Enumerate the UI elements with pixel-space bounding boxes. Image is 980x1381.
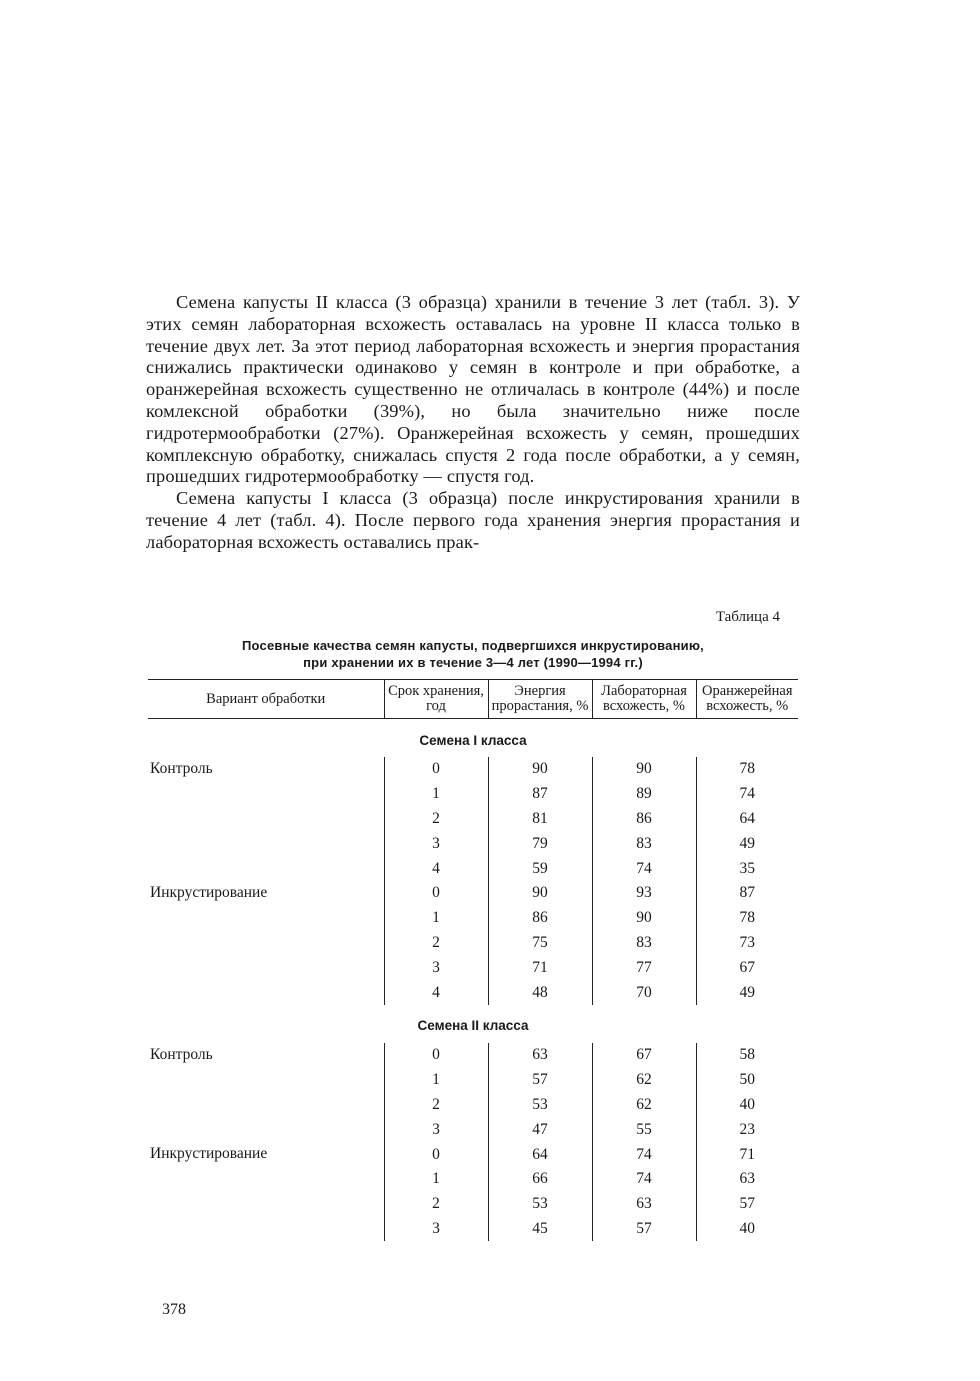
energy-cell: 59 [488,856,592,881]
greenhouse-cell: 57 [696,1192,798,1217]
lab-cell: 90 [592,906,696,931]
storage-cell: 1 [384,1167,488,1192]
energy-cell: 57 [488,1068,592,1093]
greenhouse-cell: 40 [696,1093,798,1118]
variant-cell: Контроль [150,1045,213,1063]
storage-cell: 1 [384,906,488,931]
lab-cell: 55 [592,1117,696,1142]
data-table [148,679,798,1241]
energy-cell: 45 [488,1217,592,1242]
storage-cell: 4 [384,856,488,881]
storage-cell: 3 [384,955,488,980]
lab-cell: 74 [592,856,696,881]
section-header-row [148,719,798,758]
header-lab: Лабораторная всхожесть, % [592,680,696,719]
greenhouse-cell: 58 [696,1043,798,1068]
table-label: Таблица 4 [715,609,780,625]
table-body [148,719,798,1242]
storage-cell: 2 [384,1192,488,1217]
storage-cell: 2 [384,931,488,956]
storage-cell: 0 [384,757,488,782]
greenhouse-cell: 40 [696,1217,798,1242]
lab-cell: 74 [592,1142,696,1167]
lab-cell: 89 [592,782,696,807]
lab-cell: 83 [592,931,696,956]
greenhouse-cell: 49 [696,831,798,856]
storage-cell: 0 [384,1043,488,1068]
storage-cell: 0 [384,1142,488,1167]
greenhouse-cell: 23 [696,1117,798,1142]
energy-cell: 90 [488,881,592,906]
energy-cell: 47 [488,1117,592,1142]
lab-cell: 62 [592,1093,696,1118]
section-title: Семена I класса [419,732,527,748]
variant-cell: Инкрустирование [150,1145,268,1163]
lab-cell: 83 [592,831,696,856]
header-storage: Срок хранения, год [384,680,488,719]
greenhouse-cell: 87 [696,881,798,906]
energy-cell: 79 [488,831,592,856]
section-title: Семена II класса [417,1018,529,1034]
greenhouse-cell: 67 [696,955,798,980]
table-row [148,1142,798,1167]
storage-cell: 1 [384,782,488,807]
table-caption-line-1: Посевные качества семян капусты, подвергшихся инкрустированию, [242,638,704,653]
energy-cell: 87 [488,782,592,807]
variant-cell: Инкрустирование [150,883,268,901]
storage-cell: 0 [384,881,488,906]
lab-cell: 90 [592,757,696,782]
greenhouse-cell: 78 [696,906,798,931]
table-header [148,680,798,719]
body-text [146,292,800,554]
table-row [148,757,798,782]
storage-cell: 1 [384,1068,488,1093]
energy-cell: 63 [488,1043,592,1068]
greenhouse-cell: 50 [696,1068,798,1093]
header-energy: Энергия прорастания, % [488,680,592,719]
energy-cell: 48 [488,980,592,1005]
lab-cell: 86 [592,807,696,832]
greenhouse-cell: 74 [696,782,798,807]
data-table-container [148,679,798,1241]
energy-cell: 66 [488,1167,592,1192]
energy-cell: 90 [488,757,592,782]
paragraph-1: Семена капусты II класса (3 образца) хранили в течение 3 лет (табл. 3). У этих семян лабораторная всхожесть оставалась на уровне II класса только в течение двух лет. За этот период лабораторная всхожесть и энергия прорастания снижались практически одинаково у семян в контроле и при обработке, а оранжерейная всхожесть существенно не отличалась в контроле (44%) и после комлексной обработки (39%), но была значительно ниже после гидротермообработки (27%). Оранжерейная всхожесть у семян, прошедших комплексную обработку, снижалась спустя 2 года после обработки, а у семян, прошедших гидротермообработку — спустя год. [146,292,800,487]
page-number: 378 [162,1301,186,1318]
section-header-row [148,1005,798,1043]
greenhouse-cell: 35 [696,856,798,881]
energy-cell: 71 [488,955,592,980]
energy-cell: 64 [488,1142,592,1167]
table-caption-line-2: при хранении их в течение 3—4 лет (1990—1994 гг.) [303,655,643,670]
storage-cell: 4 [384,980,488,1005]
header-variant: Вариант обработки [206,690,326,707]
lab-cell: 74 [592,1167,696,1192]
lab-cell: 57 [592,1217,696,1242]
storage-cell: 2 [384,807,488,832]
storage-cell: 2 [384,1093,488,1118]
table-row [148,1043,798,1068]
greenhouse-cell: 63 [696,1167,798,1192]
energy-cell: 53 [488,1192,592,1217]
lab-cell: 77 [592,955,696,980]
lab-cell: 67 [592,1043,696,1068]
table-caption [146,637,800,671]
greenhouse-cell: 49 [696,980,798,1005]
greenhouse-cell: 73 [696,931,798,956]
storage-cell: 3 [384,831,488,856]
header-greenhouse: Оранжерейная всхожесть, % [696,680,798,719]
lab-cell: 63 [592,1192,696,1217]
greenhouse-cell: 78 [696,757,798,782]
lab-cell: 70 [592,980,696,1005]
variant-cell: Контроль [150,760,213,777]
paragraph-2: Семена капусты I класса (3 образца) после инкрустирования хранили в течение 4 лет (табл. 4). После первого года хранения энергия прорастания и лабораторная всхожесть оставались прак- [146,488,800,552]
lab-cell: 93 [592,881,696,906]
energy-cell: 81 [488,807,592,832]
storage-cell: 3 [384,1217,488,1242]
lab-cell: 62 [592,1068,696,1093]
greenhouse-cell: 64 [696,807,798,832]
storage-cell: 3 [384,1117,488,1142]
table-row [148,881,798,906]
greenhouse-cell: 71 [696,1142,798,1167]
energy-cell: 86 [488,906,592,931]
energy-cell: 75 [488,931,592,956]
energy-cell: 53 [488,1093,592,1118]
